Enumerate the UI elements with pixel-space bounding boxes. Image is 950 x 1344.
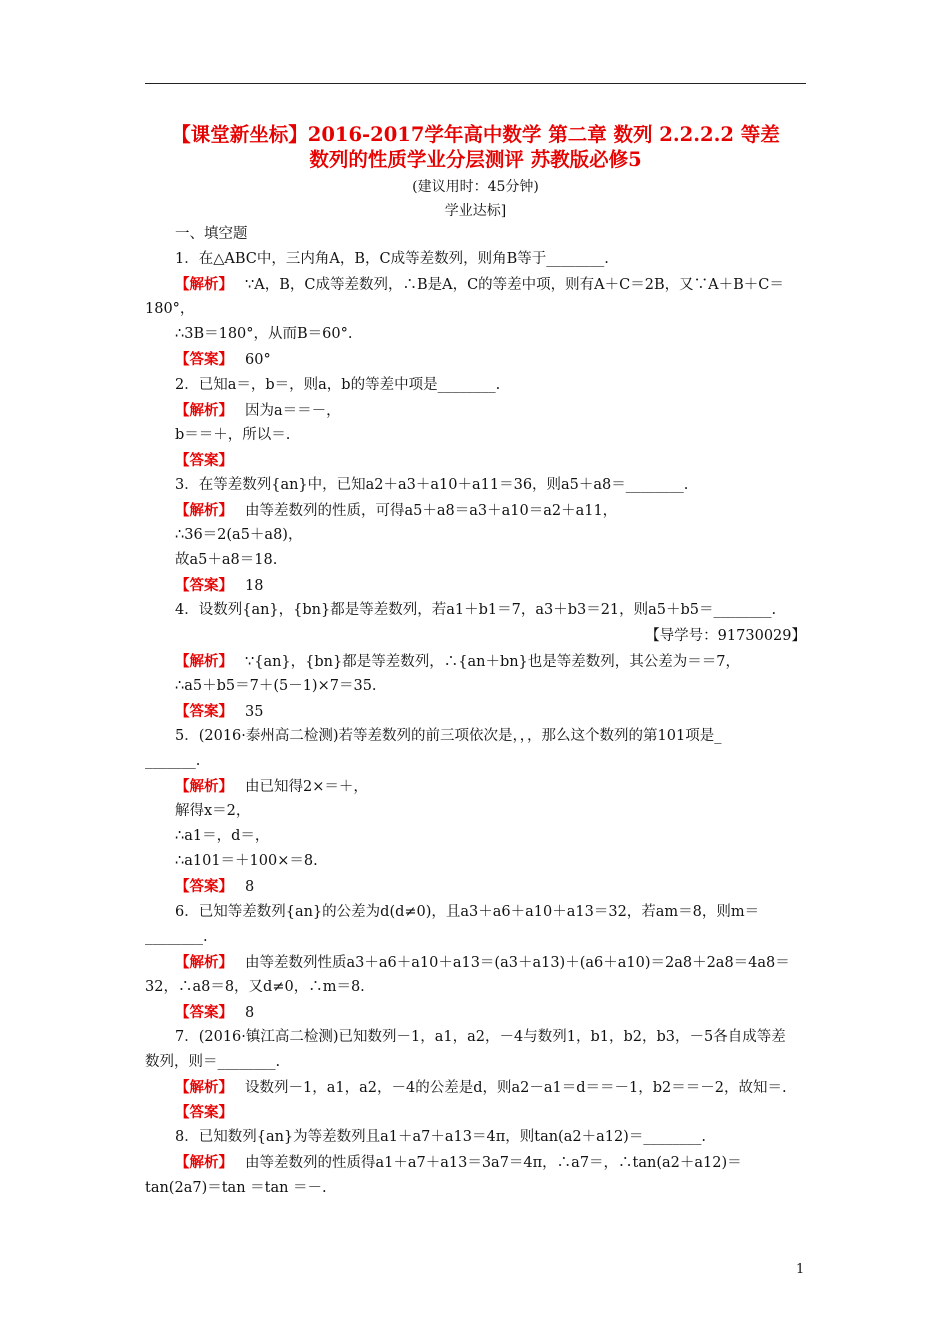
line-text: 由已知得2×＝＋， xyxy=(245,779,368,796)
title-line-2: 数列的性质学业分层测评 苏教版必修5 xyxy=(309,148,642,171)
line-text: 6．已知等差数列{an}的公差为d(d≠0)，且a3＋a6＋a10＋a13＝32，若am＝8，则m＝ xyxy=(175,903,760,920)
analysis-label: 【解析】 xyxy=(175,778,233,796)
line-text: 180°， xyxy=(145,301,195,318)
analysis-label: 【解析】 xyxy=(175,276,233,294)
title-line-1: 【课堂新坐标】2016-2017学年高中数学 第二章 数列 2.2.2.2 等差 xyxy=(171,123,780,146)
document-body xyxy=(145,222,806,1201)
document-title xyxy=(145,122,806,172)
text-line xyxy=(145,975,806,1000)
text-line xyxy=(145,874,806,899)
text-line xyxy=(145,1100,806,1125)
text-line xyxy=(145,247,806,272)
text-line xyxy=(145,824,806,849)
line-text: ∵A，B，C成等差数列，∴B是A，C的等差中项，则有A＋C＝2B，又∵A＋B＋C＝ xyxy=(245,277,784,294)
line-text: 3．在等差数列{an}中，已知a2＋a3＋a10＋a11＝36，则a5＋a8＝________. xyxy=(175,476,689,493)
text-line xyxy=(145,774,806,799)
line-text: 5．(2016·泰州高二检测)若等差数列的前三项依次是，，，那么这个数列的第101项是_ xyxy=(175,727,722,744)
answer-label: 【答案】 xyxy=(175,351,233,369)
text-line xyxy=(145,373,806,398)
line-text: 35 xyxy=(245,703,264,720)
line-text: 2．已知a＝，b＝，则a，b的等差中项是________. xyxy=(175,376,501,393)
text-line xyxy=(145,548,806,573)
time-note: (建议用时：45分钟) xyxy=(412,179,539,195)
analysis-label: 【解析】 xyxy=(175,502,233,520)
line-text: 32，∴a8＝8，又d≠0，∴m＝8. xyxy=(145,978,365,995)
text-line xyxy=(145,799,806,824)
text-line xyxy=(145,724,806,749)
text-line xyxy=(145,1150,806,1175)
line-text: 由等差数列性质a3＋a6＋a10＋a13＝(a3＋a13)＋(a6＋a10)＝2a8＋2a8＝4a8＝ xyxy=(245,954,790,971)
text-line xyxy=(145,900,806,925)
text-line xyxy=(145,222,806,247)
line-text: _______. xyxy=(145,752,201,769)
text-line xyxy=(145,1025,806,1050)
answer-label: 【答案】 xyxy=(175,577,233,595)
line-text: ∴a1＝，d＝， xyxy=(175,828,270,845)
analysis-label: 【解析】 xyxy=(175,953,233,971)
line-text: 7．(2016·镇江高二检测)已知数列－1，a1，a2，－4与数列1，b1，b2，b3，－5各自成等差 xyxy=(175,1029,786,1045)
answer-label: 【答案】 xyxy=(175,702,233,720)
text-line xyxy=(145,699,806,724)
line-text: tan(2a7)＝tan ＝tan ＝－. xyxy=(145,1179,327,1196)
text-line xyxy=(145,950,806,975)
text-line xyxy=(145,523,806,548)
text-line xyxy=(145,398,806,423)
line-text: 1．在△ABC中，三内角A，B，C成等差数列，则角B等于________. xyxy=(175,251,609,268)
text-line xyxy=(145,1000,806,1025)
text-line xyxy=(145,649,806,674)
page-number: 1 xyxy=(796,1262,805,1277)
text-line xyxy=(145,1176,806,1201)
text-line xyxy=(145,1125,806,1150)
line-text: 解得x＝2， xyxy=(175,803,251,820)
text-line xyxy=(145,297,806,322)
line-text: 设数列－1，a1，a2，－4的公差是d，则a2－a1＝d＝＝－1，b2＝＝－2，故知＝. xyxy=(245,1080,787,1097)
text-line xyxy=(145,674,806,699)
answer-label: 【答案】 xyxy=(175,1003,233,1021)
line-text: ∴a5＋b5＝7＋(5－1)×7＝35. xyxy=(175,677,377,694)
line-text: 8 xyxy=(245,1004,255,1021)
text-line xyxy=(145,473,806,498)
text-line xyxy=(145,925,806,950)
header-rule xyxy=(145,83,806,84)
line-text: ∴3B＝180°，从而B＝60°. xyxy=(175,326,353,343)
line-text: b＝＝＋，所以＝. xyxy=(175,426,291,443)
text-line xyxy=(145,849,806,874)
section-label: 学业达标] xyxy=(444,203,507,219)
analysis-label: 【解析】 xyxy=(175,1079,233,1097)
analysis-label: 【解析】 xyxy=(175,401,233,419)
answer-label: 【答案】 xyxy=(175,878,233,896)
line-text: ∴a101＝＋100×＝8. xyxy=(175,853,318,870)
text-line xyxy=(145,749,806,774)
line-text: 由等差数列的性质，可得a5＋a8＝a3＋a10＝a2＋a11， xyxy=(245,503,618,520)
text-line xyxy=(145,624,806,649)
line-text: ________. xyxy=(145,928,208,945)
analysis-label: 【解析】 xyxy=(175,652,233,670)
line-text: 因为a＝＝－， xyxy=(245,402,341,419)
line-text: 由等差数列的性质得a1＋a7＋a13＝3a7＝4π，∴a7＝，∴tan(a2＋a12)＝ xyxy=(245,1155,742,1172)
line-text: 8．已知数列{an}为等差数列且a1＋a7＋a13＝4π，则tan(a2＋a12)＝________. xyxy=(175,1129,706,1146)
answer-label: 【答案】 xyxy=(175,451,233,469)
text-line xyxy=(145,448,806,473)
line-text: 数列，则＝________. xyxy=(145,1054,281,1071)
text-line xyxy=(145,322,806,347)
text-line xyxy=(145,598,806,623)
answer-label: 【答案】 xyxy=(175,1104,233,1122)
analysis-label: 【解析】 xyxy=(175,1154,233,1172)
text-line xyxy=(145,573,806,598)
line-text: 8 xyxy=(245,879,255,896)
text-line xyxy=(145,272,806,297)
line-text: 60° xyxy=(245,352,271,369)
text-line xyxy=(145,498,806,523)
text-line xyxy=(145,1075,806,1100)
line-text: 【导学号：91730029】 xyxy=(645,627,806,644)
line-text: 4．设数列{an}，{bn}都是等差数列，若a1＋b1＝7，a3＋b3＝21，则a5＋b5＝________. xyxy=(175,602,777,619)
text-line xyxy=(145,1050,806,1075)
text-line xyxy=(145,423,806,448)
line-text: ∵{an}，{bn}都是等差数列，∴{an＋bn}也是等差数列，其公差为＝＝7， xyxy=(245,653,741,670)
line-text: 一、填空题 xyxy=(175,226,248,242)
text-line xyxy=(145,347,806,372)
line-text: 18 xyxy=(245,578,264,595)
line-text: 故a5＋a8＝18. xyxy=(175,552,278,569)
line-text: ∴36＝2(a5＋a8)， xyxy=(175,527,303,544)
